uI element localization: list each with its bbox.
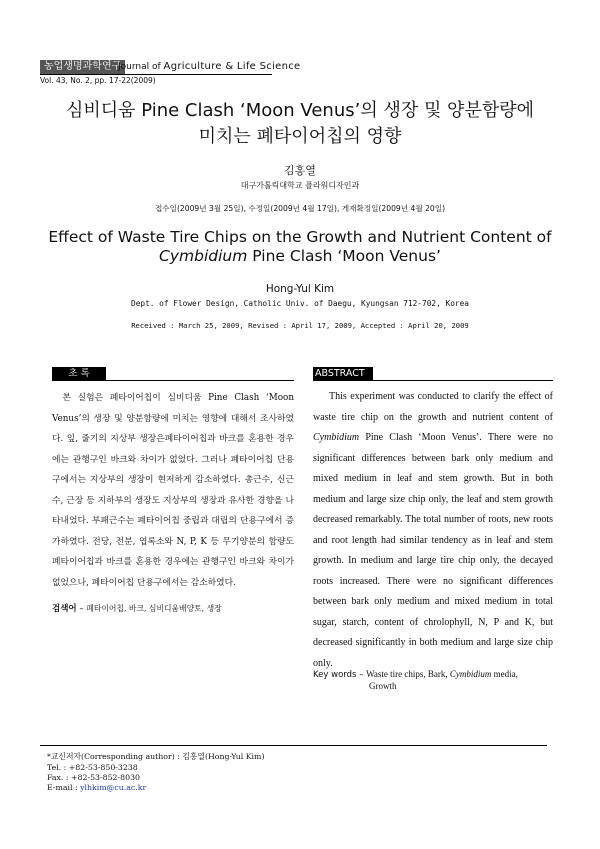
english-abstract-rule — [313, 380, 553, 381]
english-keywords-line2: Growth — [369, 681, 397, 691]
journal-badge: 농업생명과학연구 — [40, 60, 125, 74]
korean-keywords — [52, 603, 294, 615]
tel: Tel. : +82-53-850-3238 — [47, 763, 138, 772]
email-label: E-mail : — [47, 783, 81, 792]
english-abstract-p2: Pine Clash ‘Moon Venus’. There were no significant differences between bark only medium and mixed medium in leaf and stem growth. But in both medium and large size chip only, the leaf and stem growth decreased remarkably. The total number of roots, new roots and root length had similar tendency as in leaf and stem growth. In medium and large tire chip only, the decayed roots increased. There were no significant differences between bark only medium and mixed medium in total sugar, starch, content of chrolophyll, N, P and K, but decreased significantly in both medium and large size chip only. — [313, 432, 553, 669]
korean-keywords-list: 폐타이어칩, 바크, 심비디움배양토, 생장 — [86, 604, 222, 613]
fax: Fax. : +82-53-852-8030 — [47, 773, 140, 782]
english-affiliation: Dept. of Flower Design, Catholic Univ. of Daegu, Kyungsan 712-702, Korea — [131, 299, 469, 308]
journal-name — [118, 60, 300, 74]
english-author: Hong-Yul Kim — [265, 283, 335, 295]
email-link[interactable]: ylhkim@cu.ac.kr — [80, 783, 147, 792]
email — [47, 783, 146, 794]
english-abstract-heading: ABSTRACT — [313, 367, 373, 381]
journal-title: Agriculture & Life Science — [163, 61, 301, 72]
english-keywords-dash: – — [356, 670, 367, 680]
korean-dates: 접수일(2009년 3월 25일), 수정일(2009년 4월 17일), 게재확정일(2009년 4월 20일) — [154, 204, 446, 213]
korean-affiliation: 대구가톨릭대학교 플라워디자인과 — [240, 181, 360, 190]
korean-abstract-rule — [52, 380, 294, 381]
korean-author: 김홍열 — [284, 164, 316, 177]
footnote-rule — [40, 745, 547, 746]
journal-prefix: Journal of — [118, 62, 161, 72]
english-abstract-genus: Cymbidium — [313, 432, 360, 443]
korean-title-line1: 심비디움 Pine Clash ‘Moon Venus’의 생장 및 양분함량에 — [65, 100, 534, 121]
korean-abstract-heading: 초 록 — [52, 367, 106, 381]
english-keywords — [313, 668, 558, 681]
keywords-part2: media, — [491, 669, 518, 679]
english-title-line2 — [40, 245, 560, 267]
english-title-line1: Effect of Waste Tire Chips on the Growth and Nutrient Content of — [48, 228, 552, 246]
english-abstract-body — [313, 387, 553, 674]
korean-keywords-dash: – — [76, 604, 87, 614]
keywords-genus: Cymbidium — [449, 669, 492, 679]
corresponding-author: *교신저자(Corresponding author) : 김홍열(Hong-Yul Kim) — [47, 752, 265, 761]
korean-title-line2: 미치는 폐타이어칩의 영향 — [198, 126, 402, 147]
english-title-genus: Cymbidium — [159, 247, 248, 265]
english-keywords-label: Key words — [313, 670, 357, 680]
english-dates: Received : March 25, 2009, Revised : April 17, 2009, Accepted : April 20, 2009 — [131, 321, 469, 330]
keywords-part1: Waste tire chips, Bark, — [366, 669, 450, 679]
english-keywords-list — [366, 669, 518, 679]
volume-info: Vol. 43, No. 2, pp. 17-22(2009) — [40, 76, 156, 85]
korean-keywords-label: 검색어 — [52, 604, 77, 614]
header-rule — [40, 74, 272, 75]
english-title-rest: Pine Clash ‘Moon Venus’ — [247, 247, 441, 265]
korean-abstract-body: 본 실험은 폐타이어칩이 심비디움 Pine Clash ‘Moon Venus’의 생장 및 양분함량에 미치는 영향에 대해서 조사하였다. 잎, 줄기의 지상부 생장은폐타이어칩과 바크를 혼용한 경우에는 관행구인 바크와 차이가 없었다. 그러나 폐타이어칩 단용구에서는 지상부의 생장이 현저하게 감소하였다. 총근수, 신근수, 근장 등 지하부의 생장도 지상부의 생장과 유사한 경향을 나타내었다. 부패근수는 폐타이어칩 중립과 대립의 단용구에서 증가하였다. 전당, 전분, 엽록소와 N, P, K 등 무기양분의 함량도 폐타이어칩과 바크를 혼용한 경우에는 관행구인 바크와 차이가 없었으나, 폐타이어칩 단용구에서는 감소하였다. — [52, 393, 294, 588]
english-abstract-p1: This experiment was conducted to clarify the effect of waste tire chip on the growth and nutrient content of — [313, 391, 553, 423]
